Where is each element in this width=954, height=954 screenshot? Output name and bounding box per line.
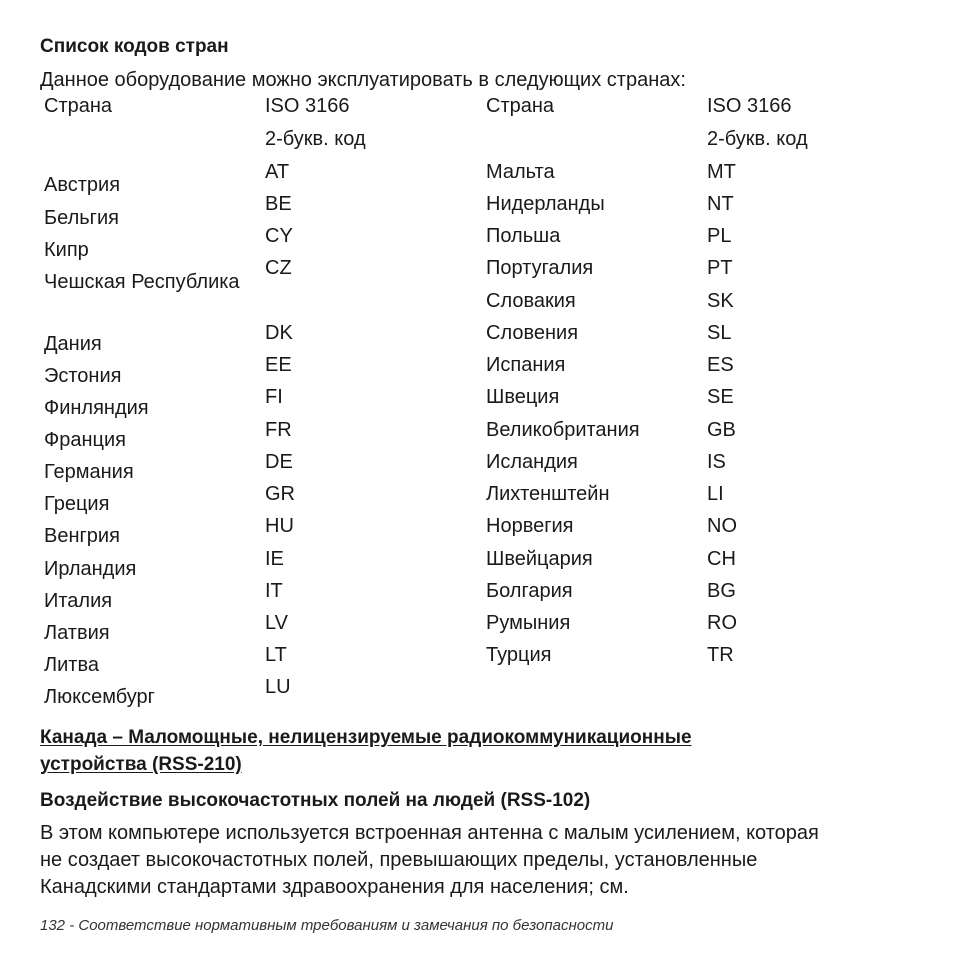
left-country: Бельгия (44, 207, 119, 229)
header-country-left: Страна (44, 95, 113, 117)
right-code: SE (707, 386, 734, 408)
right-code: BG (707, 580, 736, 602)
country-codes-intro: Данное оборудование можно эксплуатировать в следующих странах: (40, 69, 686, 91)
canada-heading-line-2: устройства (RSS-210) (40, 754, 242, 775)
left-code: IE (265, 548, 284, 570)
country-codes-heading: Список кодов стран (40, 36, 229, 57)
left-country: Латвия (44, 622, 110, 644)
left-code: BE (265, 193, 292, 215)
right-country: Мальта (486, 161, 555, 183)
canada-heading-line-1: Канада – Маломощные, нелицензируемые радиокоммуникационные (40, 727, 692, 748)
right-country: Португалия (486, 257, 594, 279)
left-country: Чешская Республика (44, 271, 240, 293)
left-code: DK (265, 322, 293, 344)
right-country: Нидерланды (486, 193, 605, 215)
left-country: Люксембург (44, 686, 155, 708)
header-code-left: ISO 3166 (265, 95, 350, 117)
left-code: HU (265, 515, 294, 537)
right-country: Словакия (486, 290, 576, 312)
header-code-right: ISO 3166 (707, 95, 792, 117)
canada-section-heading (40, 724, 816, 778)
right-code: MT (707, 161, 736, 183)
body-line: не создает высокочастотных полей, превышающих пределы, установленные (40, 849, 758, 871)
left-country: Франция (44, 429, 126, 451)
right-code: PL (707, 225, 732, 247)
page-footer: 132 - Соответствие нормативным требованиям и замечания по безопасности (40, 917, 614, 934)
left-country: Австрия (44, 174, 121, 196)
right-country: Швейцария (486, 548, 593, 570)
body-line: В этом компьютере используется встроенная антенна с малым усилением, которая (40, 822, 819, 844)
right-country: Турция (486, 644, 552, 666)
right-code: LI (707, 483, 724, 505)
header-country-right: Страна (486, 95, 555, 117)
body-line: Канадскими стандартами здравоохранения для населения; см. (40, 876, 629, 898)
left-code: DE (265, 451, 293, 473)
right-code: RO (707, 612, 737, 634)
right-country: Болгария (486, 580, 573, 602)
left-country: Италия (44, 590, 113, 612)
left-country: Греция (44, 493, 110, 515)
left-country: Эстония (44, 365, 122, 387)
rf-exposure-body (40, 820, 819, 901)
right-country: Норвегия (486, 515, 574, 537)
right-country: Исландия (486, 451, 578, 473)
left-country: Дания (44, 333, 102, 355)
left-country: Ирландия (44, 558, 137, 580)
left-country: Финляндия (44, 397, 149, 419)
left-code: CZ (265, 257, 292, 279)
right-code: SK (707, 290, 734, 312)
right-code: GB (707, 419, 736, 441)
rf-exposure-heading: Воздействие высокочастотных полей на людей (RSS-102) (40, 790, 591, 811)
right-code: ES (707, 354, 734, 376)
left-code: GR (265, 483, 295, 505)
header-code-left-sub: 2-букв. код (265, 128, 366, 150)
right-code: SL (707, 322, 732, 344)
left-country: Литва (44, 654, 99, 676)
right-country: Польша (486, 225, 561, 247)
left-country: Венгрия (44, 525, 120, 547)
right-country: Словения (486, 322, 579, 344)
left-code: LU (265, 676, 291, 698)
left-code: CY (265, 225, 293, 247)
right-code: NO (707, 515, 737, 537)
left-code: EE (265, 354, 292, 376)
right-code: NT (707, 193, 734, 215)
right-country: Румыния (486, 612, 571, 634)
header-code-right-sub: 2-букв. код (707, 128, 808, 150)
left-code: LT (265, 644, 287, 666)
right-code: IS (707, 451, 726, 473)
right-code: PT (707, 257, 733, 279)
right-code: TR (707, 644, 734, 666)
right-code: CH (707, 548, 736, 570)
right-country: Швеция (486, 386, 560, 408)
left-country: Кипр (44, 239, 89, 261)
left-code: LV (265, 612, 288, 634)
right-country: Испания (486, 354, 566, 376)
left-code: FR (265, 419, 292, 441)
left-code: IT (265, 580, 283, 602)
left-country: Германия (44, 461, 134, 483)
right-country: Великобритания (486, 419, 640, 441)
left-code: FI (265, 386, 283, 408)
right-country: Лихтенштейн (486, 483, 610, 505)
left-code: AT (265, 161, 290, 183)
